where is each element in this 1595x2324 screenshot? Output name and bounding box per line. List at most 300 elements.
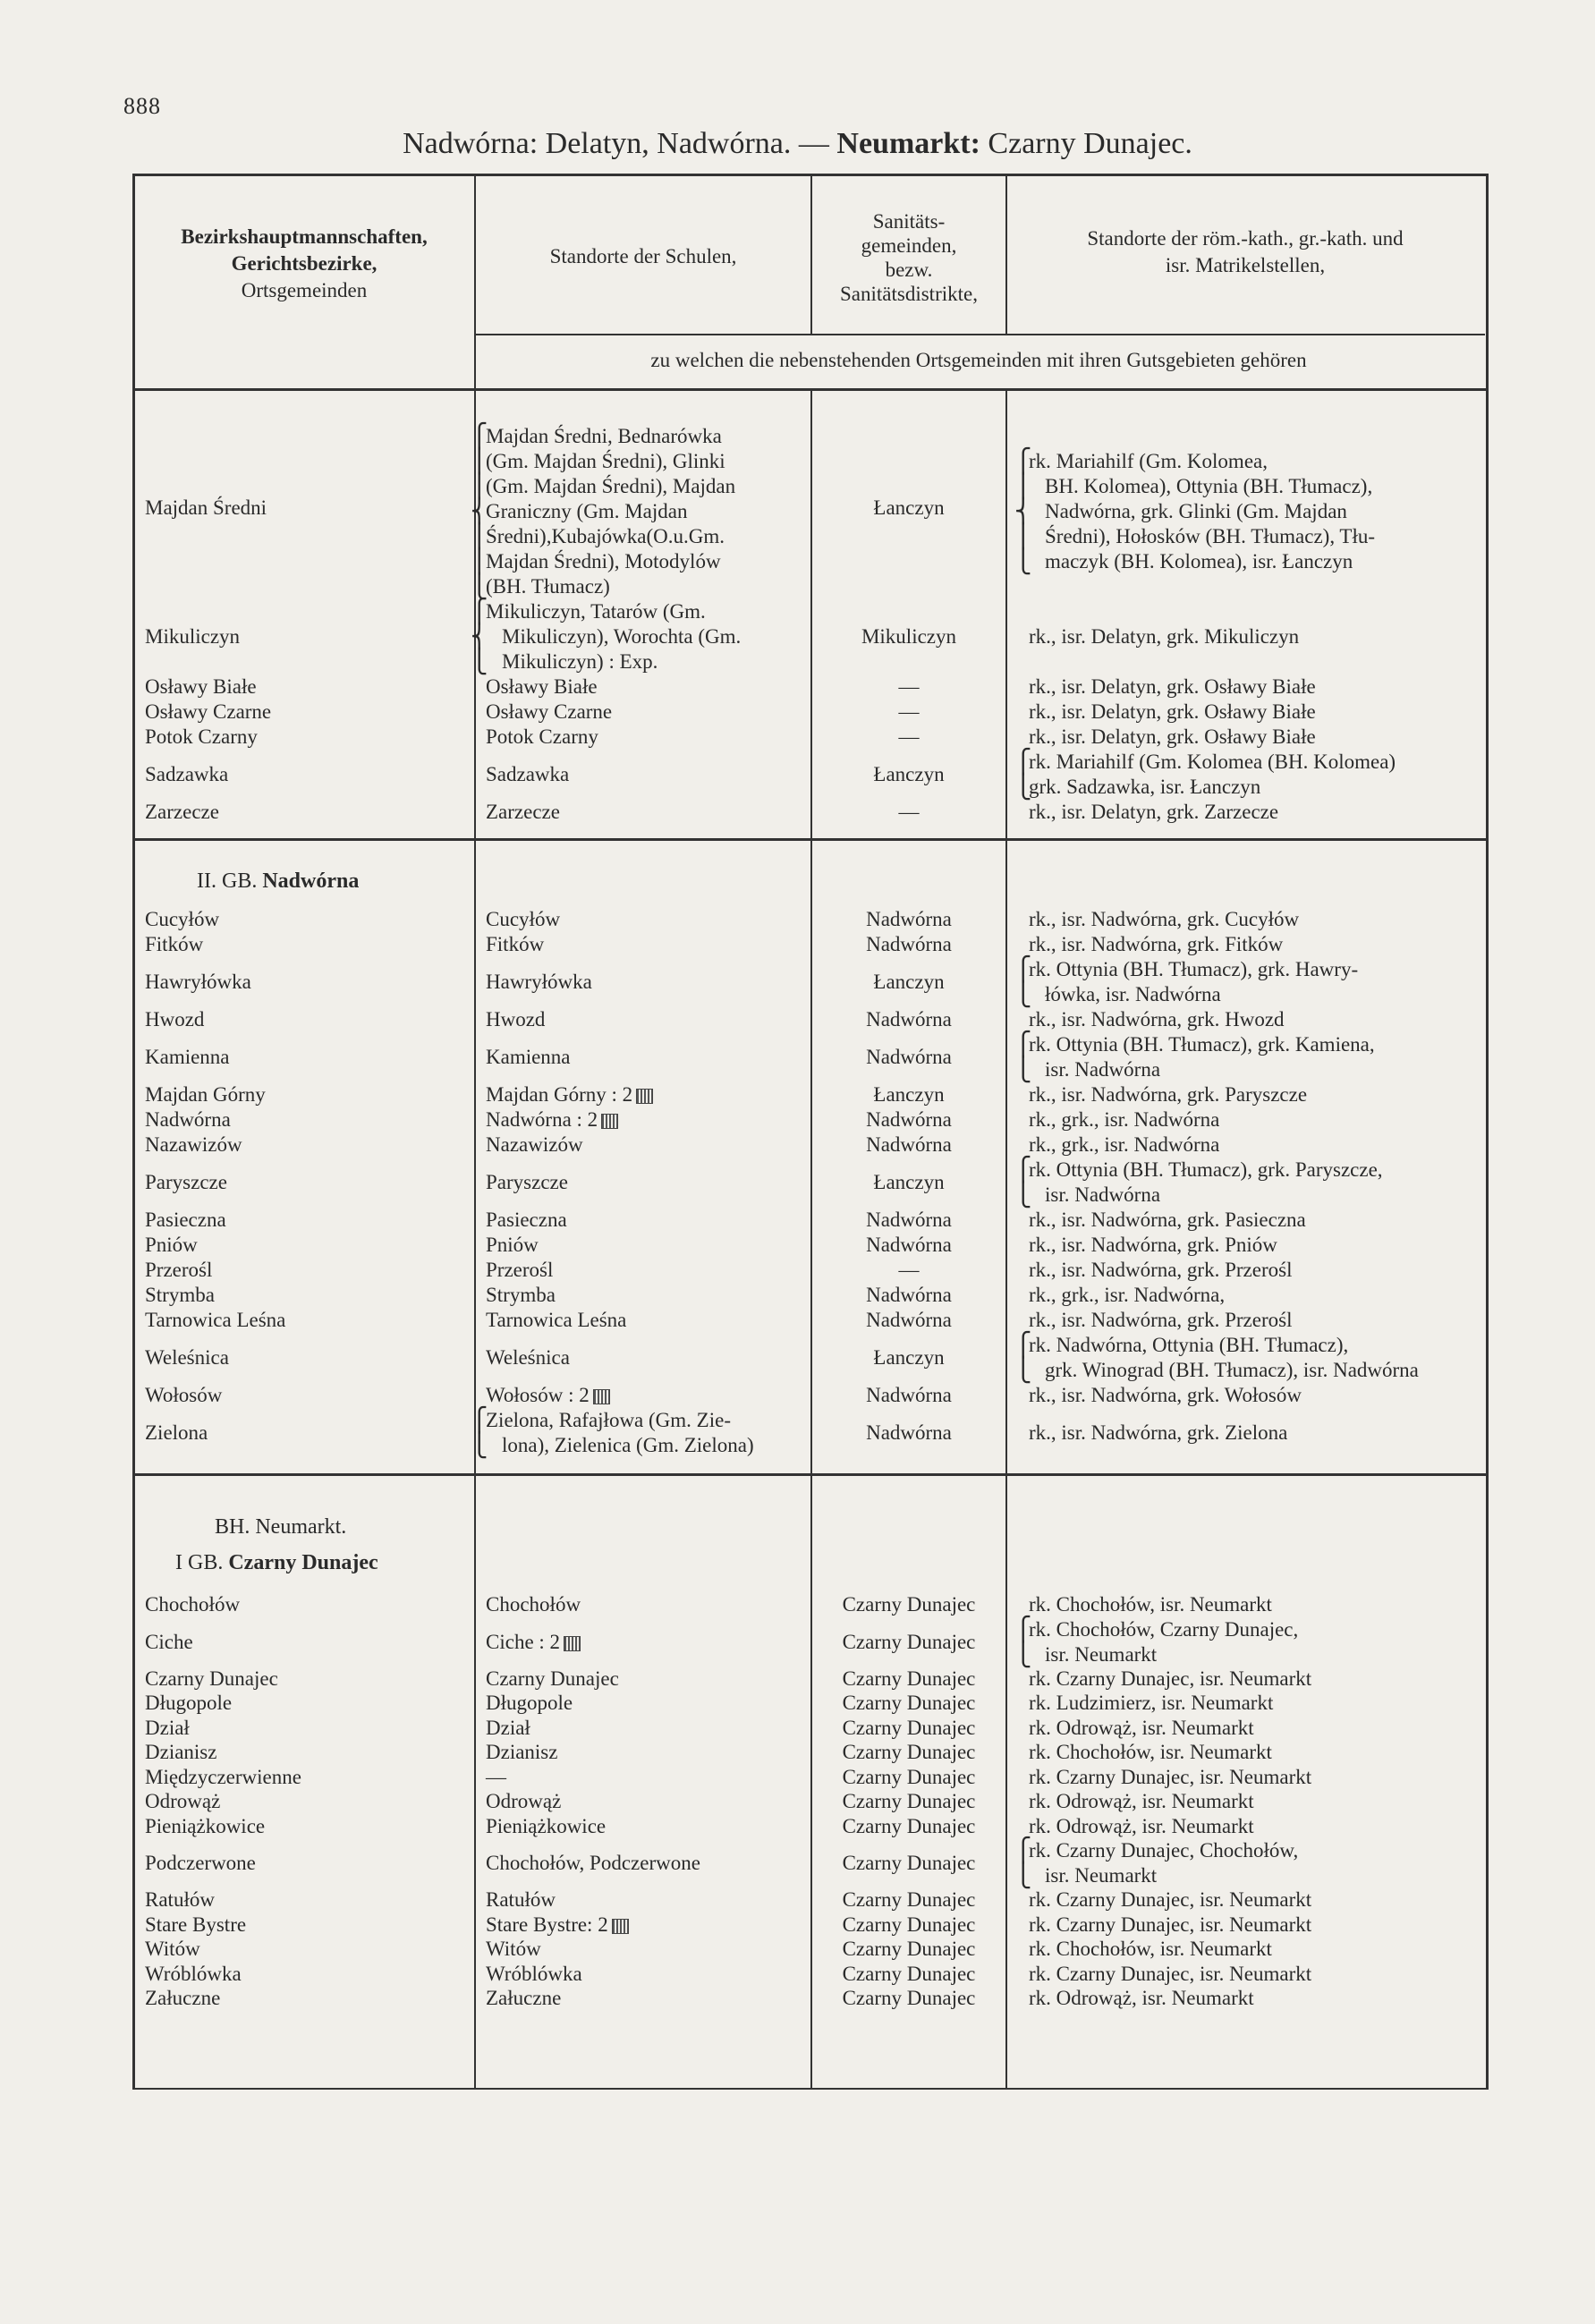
register-location-text: rk., isr. Nadwórna, grk. Przerośl: [1029, 1309, 1293, 1331]
header-col0-line3: Ortsgemeinden: [241, 279, 368, 301]
school-location: [486, 1814, 808, 1839]
school-location: [486, 1716, 808, 1741]
school-location-text: Tarnowica Leśna: [486, 1309, 627, 1331]
commune-name: [145, 1308, 463, 1333]
register-location: [1029, 1617, 1485, 1667]
school-location: [486, 1937, 808, 1962]
brace-icon: ⎧ ⎩: [1014, 1157, 1032, 1208]
sanitary-district: [812, 1814, 1005, 1839]
sanitary-district-text: Łanczyn: [873, 1083, 945, 1106]
commune-name: [145, 970, 463, 995]
register-location-text: rk., isr. Nadwórna, grk. Paryszcze: [1029, 1083, 1308, 1106]
brace-icon: ⎧ ⎩: [1014, 1837, 1032, 1888]
register-location-text: rk., isr. Nadwórna, grk. Przerośl: [1029, 1259, 1293, 1281]
school-class-icon: [612, 1919, 629, 1934]
heading-name: Nadwórna: [262, 869, 360, 893]
commune-name-text: Fitków: [145, 933, 204, 955]
col-divider-3: [1005, 388, 1007, 2088]
sanitary-district: [812, 1308, 1005, 1333]
school-location: Osławy Czarne: [486, 700, 613, 723]
commune-name: [145, 1345, 463, 1370]
school-location: Zarzecze: [486, 801, 560, 823]
register-location-text: rk., isr. Nadwórna, grk. Wołosów: [1029, 1384, 1302, 1406]
sanitary-district: [812, 1592, 1005, 1617]
register-location: [1029, 932, 1485, 957]
school-line: Mikuliczyn), Worochta (Gm.: [502, 625, 742, 648]
commune-name-text: Pniów: [145, 1234, 198, 1256]
header-col2-line2: gemeinden,: [861, 234, 957, 257]
school-location-text: Witów: [486, 1938, 541, 1960]
commune-name-text: Ratułów: [145, 1888, 215, 1911]
school-location: [486, 1408, 808, 1458]
register-location-text: rk., isr. Nadwórna, grk. Cucyłów: [1029, 908, 1300, 930]
sanitary-district-text: Czarny Dunajec: [842, 1852, 976, 1874]
commune-name-text: Dział: [145, 1716, 190, 1739]
school-location-text: Stare Bystre: 2: [486, 1913, 608, 1936]
register-location-line: rk. Czarny Dunajec, Chochołów,: [1029, 1839, 1299, 1862]
register-location-text: rk. Odrowąż, isr. Neumarkt: [1029, 1790, 1254, 1812]
school-location-text: Paryszcze: [486, 1171, 568, 1193]
brace-icon: ⎧ ⎩: [1014, 1616, 1032, 1667]
school-location-text: Ratułów: [486, 1888, 556, 1911]
sanitary-district: [812, 1233, 1005, 1258]
sanitary-district: [812, 1421, 1005, 1446]
commune-name-text: Wołosów: [145, 1384, 223, 1406]
brace-icon: ⎧ ⎩: [471, 1407, 488, 1458]
school-location-text: Majdan Górny : 2: [486, 1083, 633, 1106]
register-location-text: rk. Czarny Dunajec, isr. Neumarkt: [1029, 1962, 1312, 1985]
commune-name: [145, 1986, 463, 2011]
school-location-line: lona), Zielenica (Gm. Zielona): [502, 1434, 754, 1456]
school-location: [486, 932, 808, 957]
brace-icon: ⎧ ⎩: [1014, 749, 1032, 800]
sanitary-district-text: Czarny Dunajec: [842, 1716, 976, 1739]
register-location: [1029, 1283, 1485, 1308]
school-location-text: Pasieczna: [486, 1209, 567, 1231]
school-location: [486, 599, 808, 674]
sanitary-district: [812, 1170, 1005, 1195]
school-location-text: Pniów: [486, 1234, 539, 1256]
commune-name-text: Hwozd: [145, 1008, 205, 1031]
sanitary-district-text: Czarny Dunajec: [842, 1814, 976, 1837]
sanitary-district-text: Czarny Dunajec: [842, 1593, 976, 1616]
sanitary-district: [812, 1887, 1005, 1913]
school-location: [486, 1887, 808, 1913]
brace-icon: ⎧ ⎨ ⎩: [471, 598, 488, 674]
commune-name: [145, 1913, 463, 1938]
sanitary-district: —: [898, 801, 920, 823]
register-line: BH. Kolomea), Ottynia (BH. Tłumacz),: [1045, 475, 1373, 497]
register-location: [1029, 1592, 1485, 1617]
commune-name-text: Paryszcze: [145, 1171, 227, 1193]
register-location-text: rk. Czarny Dunajec, isr. Neumarkt: [1029, 1765, 1312, 1788]
school-location-text: Dzianisz: [486, 1741, 558, 1763]
sanitary-district-text: Czarny Dunajec: [842, 1987, 976, 2009]
sanitary-district-text: Nadwórna: [866, 933, 952, 955]
school-location: [486, 1986, 808, 2011]
commune-name: [145, 1667, 463, 1692]
school-location-text: Weleśnica: [486, 1346, 570, 1369]
school-location: [486, 1208, 808, 1233]
register-location: rk., isr. Delatyn, grk. Osławy Białe: [1029, 675, 1316, 698]
sanitary-district: [812, 1691, 1005, 1716]
running-title: [0, 127, 1595, 161]
school-location: [486, 1283, 808, 1308]
school-location-text: Fitków: [486, 933, 545, 955]
register-location-text: rk., isr. Nadwórna, grk. Pniów: [1029, 1234, 1277, 1256]
commune-name-text: Nadwórna: [145, 1108, 231, 1131]
register-location: [1029, 1107, 1485, 1132]
register-location: [1029, 1986, 1485, 2011]
register-location-line: isr. Nadwórna: [1045, 1183, 1161, 1206]
school-location: Sadzawka: [486, 763, 570, 785]
sanitary-district: —: [898, 725, 920, 748]
sanitary-district: [812, 970, 1005, 995]
school-location: [486, 1345, 808, 1370]
school-line: (BH. Tłumacz): [486, 575, 610, 598]
sanitary-district: [812, 1667, 1005, 1692]
school-location: [486, 1258, 808, 1283]
school-location: [486, 1691, 808, 1716]
school-location-text: Przerośl: [486, 1259, 554, 1281]
commune-name-text: Odrowąż: [145, 1790, 221, 1812]
sanitary-district: [812, 1851, 1005, 1876]
register-location: [1029, 1814, 1485, 1839]
commune-name: [145, 1258, 463, 1283]
sanitary-district-text: Czarny Dunajec: [842, 1667, 976, 1690]
school-location-text: Nazawizów: [486, 1133, 583, 1156]
school-class-icon: [593, 1389, 610, 1404]
commune-name-text: Długopole: [145, 1692, 233, 1714]
sanitary-district: Łanczyn: [873, 763, 945, 785]
register-location: [1029, 1208, 1485, 1233]
school-location: [486, 1308, 808, 1333]
sanitary-district: [812, 1765, 1005, 1790]
commune-name: [145, 1383, 463, 1408]
header-band: zu welchen die nebenstehenden Ortsgemeinden mit ihren Gutsgebieten gehören: [650, 349, 1307, 371]
sanitary-district-text: Czarny Dunajec: [842, 1913, 976, 1936]
school-location-text: Wróblówka: [486, 1962, 582, 1985]
register-location-line: isr. Neumarkt: [1045, 1642, 1158, 1666]
school-location-text: Załuczne: [486, 1987, 562, 2009]
commune-name: Osławy Czarne: [145, 700, 272, 723]
commune-name-text: Przerośl: [145, 1259, 213, 1281]
header-col0-line2: Gerichtsbezirke,: [231, 252, 378, 275]
register-location-line: isr. Neumarkt: [1045, 1864, 1158, 1887]
school-location-text: Hawryłówka: [486, 971, 592, 993]
heading-prefix: I GB.: [175, 1551, 224, 1574]
commune-name-text: Stare Bystre: [145, 1913, 247, 1936]
header-col2-line4: Sanitätsdistrikte,: [840, 283, 978, 305]
commune-name-text: Cucyłów: [145, 908, 220, 930]
sanitary-district-text: Łanczyn: [873, 1346, 945, 1369]
brace-icon: ⎧ ⎩: [1014, 956, 1032, 1007]
sanitary-district-text: Nadwórna: [866, 1008, 952, 1031]
school-location-text: Pieniążkowice: [486, 1814, 607, 1837]
header-band-rule: [474, 334, 1485, 335]
sanitary-district: [812, 1283, 1005, 1308]
register-location: [1029, 957, 1485, 1007]
sanitary-district: [812, 1007, 1005, 1032]
sanitary-district: [812, 1107, 1005, 1132]
commune-name-text: Chochołów: [145, 1593, 241, 1616]
commune-name: [145, 1170, 463, 1195]
register-location: [1029, 1667, 1485, 1692]
sanitary-district: [812, 1132, 1005, 1158]
school-location: [486, 1082, 808, 1107]
school-location: [486, 1007, 808, 1032]
commune-name-text: Ciche: [145, 1630, 193, 1653]
commune-name: [145, 1132, 463, 1158]
brace-icon: ⎧ ⎪ ⎨ ⎪ ⎩: [1014, 448, 1032, 574]
section-heading: [197, 869, 359, 894]
register-location-text: rk., grk., isr. Nadwórna,: [1029, 1284, 1226, 1306]
sanitary-district-text: Czarny Dunajec: [842, 1692, 976, 1714]
commune-name-text: Podczerwone: [145, 1852, 256, 1874]
register-location-line: rk. Ottynia (BH. Tłumacz), grk. Hawry-: [1029, 958, 1359, 980]
sanitary-district: [812, 1045, 1005, 1070]
sanitary-district-text: Nadwórna: [866, 1284, 952, 1306]
register-location: rk., isr. Delatyn, grk. Osławy Białe: [1029, 700, 1316, 723]
register-location-text: rk. Chochołów, isr. Neumarkt: [1029, 1741, 1272, 1763]
school-location: [486, 1132, 808, 1158]
register-location-text: rk. Ludzimierz, isr. Neumarkt: [1029, 1692, 1274, 1714]
sanitary-district: [812, 1082, 1005, 1107]
header-col-schools: Standorte der Schulen,: [549, 245, 737, 267]
commune-name-text: Pasieczna: [145, 1209, 226, 1231]
register-location: [1029, 1158, 1485, 1208]
section-heading: BH. Neumarkt.: [215, 1515, 347, 1539]
commune-name: [145, 1007, 463, 1032]
register-location: [1029, 1032, 1485, 1082]
register-location-text: rk. Odrowąż, isr. Neumarkt: [1029, 1716, 1254, 1739]
commune-name-text: Kamienna: [145, 1046, 230, 1068]
sanitary-district-text: Czarny Dunajec: [842, 1888, 976, 1911]
school-location-text: —: [486, 1765, 506, 1788]
sanitary-district-text: Nadwórna: [866, 1133, 952, 1156]
title-mid: Neumarkt:: [836, 127, 980, 160]
commune-name-text: Czarny Dunajec: [145, 1667, 278, 1690]
commune-name: [145, 1283, 463, 1308]
heading-prefix: II. GB.: [197, 869, 258, 893]
school-location-text: Hwozd: [486, 1008, 546, 1031]
register-line: Średni), Hołosków (BH. Tłumacz), Tłu-: [1045, 525, 1376, 547]
brace-icon: ⎧ ⎩: [1014, 1332, 1032, 1383]
school-location-text: Wołosów : 2: [486, 1384, 590, 1406]
register-location-text: rk., grk., isr. Nadwórna: [1029, 1133, 1220, 1156]
sanitary-district-text: Łanczyn: [873, 1171, 945, 1193]
school-location: Potok Czarny: [486, 725, 598, 748]
register-location-line: rk. Chochołów, Czarny Dunajec,: [1029, 1617, 1299, 1641]
header-col3-line2: isr. Matrikelstellen,: [1165, 254, 1326, 276]
register-location: [1029, 1007, 1485, 1032]
register-location: [1029, 1962, 1485, 1987]
school-location-line: Zielona, Rafajłowa (Gm. Zie-: [486, 1409, 731, 1431]
commune-name: [145, 1716, 463, 1741]
register-location: rk., isr. Delatyn, grk. Zarzecze: [1029, 801, 1279, 823]
register-location-text: rk. Czarny Dunajec, isr. Neumarkt: [1029, 1913, 1312, 1936]
commune-name: [145, 1789, 463, 1814]
register-location: [1029, 1308, 1485, 1333]
school-class-icon: [636, 1089, 653, 1104]
title-left: Nadwórna: Delatyn, Nadwórna. —: [403, 127, 829, 160]
school-line: Majdan Średni), Motodylów: [486, 550, 721, 573]
brace-icon: ⎧ ⎩: [1014, 1031, 1032, 1082]
commune-name: Potok Czarny: [145, 725, 258, 748]
sanitary-district: Łanczyn: [873, 496, 945, 519]
commune-name: [145, 1740, 463, 1765]
sanitary-district: [812, 1986, 1005, 2011]
header-col-registers: [1007, 225, 1483, 279]
school-location-text: Kamienna: [486, 1046, 571, 1068]
commune-name: [145, 1887, 463, 1913]
commune-name: Mikuliczyn: [145, 625, 241, 648]
header-col2-line1: Sanitäts-: [872, 210, 946, 233]
sanitary-district-text: Czarny Dunajec: [842, 1741, 976, 1763]
sanitary-district: [812, 907, 1005, 932]
register-location: [1029, 1913, 1485, 1938]
sanitary-district-text: Łanczyn: [873, 971, 945, 993]
sanitary-district-text: Nadwórna: [866, 1234, 952, 1256]
commune-name: [145, 1630, 463, 1655]
school-location: [486, 970, 808, 995]
school-location-text: Ciche : 2: [486, 1630, 561, 1653]
register-location: [1029, 750, 1485, 800]
register-line: rk. Mariahilf (Gm. Kolomea,: [1029, 450, 1268, 472]
register-location-text: rk., isr. Nadwórna, grk. Pasieczna: [1029, 1209, 1306, 1231]
sanitary-district: [812, 1740, 1005, 1765]
sanitary-district: [812, 1258, 1005, 1283]
commune-name-text: Nazawizów: [145, 1133, 242, 1156]
sanitary-district: —: [898, 700, 920, 723]
sanitary-district-text: Nadwórna: [866, 908, 952, 930]
header-col2-line3: bezw.: [885, 259, 933, 281]
register-location: rk., isr. Delatyn, grk. Mikuliczyn: [1029, 625, 1300, 648]
school-location-text: Cucyłów: [486, 908, 561, 930]
commune-name: [145, 1107, 463, 1132]
school-location: Osławy Białe: [486, 675, 598, 698]
commune-name-text: Pieniążkowice: [145, 1814, 266, 1837]
sanitary-district-text: Czarny Dunajec: [842, 1938, 976, 1960]
section-subheading: [175, 1551, 378, 1575]
commune-name: [145, 1082, 463, 1107]
register-location: [1029, 1937, 1485, 1962]
school-location: [486, 1962, 808, 1987]
school-location: [486, 1383, 808, 1408]
commune-name-text: Hawryłówka: [145, 971, 251, 993]
sanitary-district: [812, 1962, 1005, 1987]
commune-name-text: Strymba: [145, 1284, 215, 1306]
register-location-line: isr. Nadwórna: [1045, 1058, 1161, 1081]
sanitary-district-text: Nadwórna: [866, 1046, 952, 1068]
register-line: grk. Sadzawka, isr. Łanczyn: [1029, 776, 1261, 798]
register-location-text: rk. Czarny Dunajec, isr. Neumarkt: [1029, 1667, 1312, 1690]
commune-name-text: Tarnowica Leśna: [145, 1309, 286, 1331]
school-location: [486, 1233, 808, 1258]
commune-name: [145, 1765, 463, 1790]
register-line: maczyk (BH. Kolomea), isr. Łanczyn: [1045, 550, 1353, 573]
sanitary-district-text: Czarny Dunajec: [842, 1630, 976, 1653]
sanitary-district-text: Nadwórna: [866, 1209, 952, 1231]
commune-name: Sadzawka: [145, 763, 229, 785]
school-location-text: Dział: [486, 1716, 530, 1739]
register-location-line: łówka, isr. Nadwórna: [1045, 983, 1221, 1005]
school-line: Graniczny (Gm. Majdan: [486, 500, 688, 522]
school-line: Mikuliczyn, Tatarów (Gm.: [486, 600, 706, 623]
sanitary-district-text: —: [898, 1259, 920, 1281]
sanitary-district: [812, 1208, 1005, 1233]
commune-name-text: Witów: [145, 1938, 200, 1960]
title-right: Czarny Dunajec.: [988, 127, 1192, 160]
school-location: [486, 1107, 808, 1132]
commune-name: [145, 1814, 463, 1839]
header-col-districts: [134, 224, 474, 304]
commune-name: [145, 1045, 463, 1070]
sanitary-district: Mikuliczyn: [861, 625, 957, 648]
commune-name: [145, 1592, 463, 1617]
school-location: [486, 1045, 808, 1070]
school-location-text: Nadwórna : 2: [486, 1108, 598, 1131]
sanitary-district-text: Czarny Dunajec: [842, 1962, 976, 1985]
register-location: [1029, 1421, 1485, 1446]
school-location-text: Długopole: [486, 1692, 573, 1714]
school-line: Średni),Kubajówka(O.u.Gm.: [486, 525, 725, 547]
commune-name: [145, 1962, 463, 1987]
school-location: [486, 907, 808, 932]
register-location: [1029, 1333, 1485, 1383]
school-location: [486, 1170, 808, 1195]
register-location: [1029, 1258, 1485, 1283]
sanitary-district: [812, 1789, 1005, 1814]
school-location-text: Strymba: [486, 1284, 556, 1306]
commune-name: Osławy Białe: [145, 675, 257, 698]
register-location: [1029, 1740, 1485, 1765]
commune-name-text: Wróblówka: [145, 1962, 242, 1985]
school-location-text: Chochołów, Podczerwone: [486, 1852, 700, 1874]
commune-name-text: Majdan Górny: [145, 1083, 266, 1106]
sanitary-district: [812, 1345, 1005, 1370]
commune-name: [145, 932, 463, 957]
register-location: [1029, 1082, 1485, 1107]
commune-name: [145, 1937, 463, 1962]
register-location: [1029, 1789, 1485, 1814]
sanitary-district: [812, 1630, 1005, 1655]
register-location-text: rk., isr. Nadwórna, grk. Hwozd: [1029, 1008, 1285, 1031]
register-line: rk. Mariahilf (Gm. Kolomea (BH. Kolomea): [1029, 751, 1396, 773]
sanitary-district: [812, 1937, 1005, 1962]
school-location: [486, 1630, 808, 1655]
school-location-text: Czarny Dunajec: [486, 1667, 619, 1690]
register-location-text: rk. Chochołów, isr. Neumarkt: [1029, 1938, 1272, 1960]
register-location: [1029, 1132, 1485, 1158]
sanitary-district-text: Czarny Dunajec: [842, 1765, 976, 1788]
school-line: (Gm. Majdan Średni), Glinki: [486, 450, 725, 472]
heading-name: Czarny Dunajec: [228, 1551, 378, 1574]
school-line: Majdan Średni, Bednarówka: [486, 425, 722, 447]
register-location: [1029, 449, 1485, 574]
commune-name: Zarzecze: [145, 801, 219, 823]
commune-name: [145, 1691, 463, 1716]
register-location-text: rk. Chochołów, isr. Neumarkt: [1029, 1593, 1272, 1616]
register-location: [1029, 1716, 1485, 1741]
register-location-line: rk. Nadwórna, Ottynia (BH. Tłumacz),: [1029, 1334, 1349, 1356]
register-location-text: rk. Czarny Dunajec, isr. Neumarkt: [1029, 1888, 1312, 1911]
school-location: [486, 1851, 808, 1876]
sanitary-district-text: Nadwórna: [866, 1108, 952, 1131]
commune-name-text: Międzyczerwienne: [145, 1765, 301, 1788]
sanitary-district-text: Czarny Dunajec: [842, 1790, 976, 1812]
commune-name: [145, 1208, 463, 1233]
